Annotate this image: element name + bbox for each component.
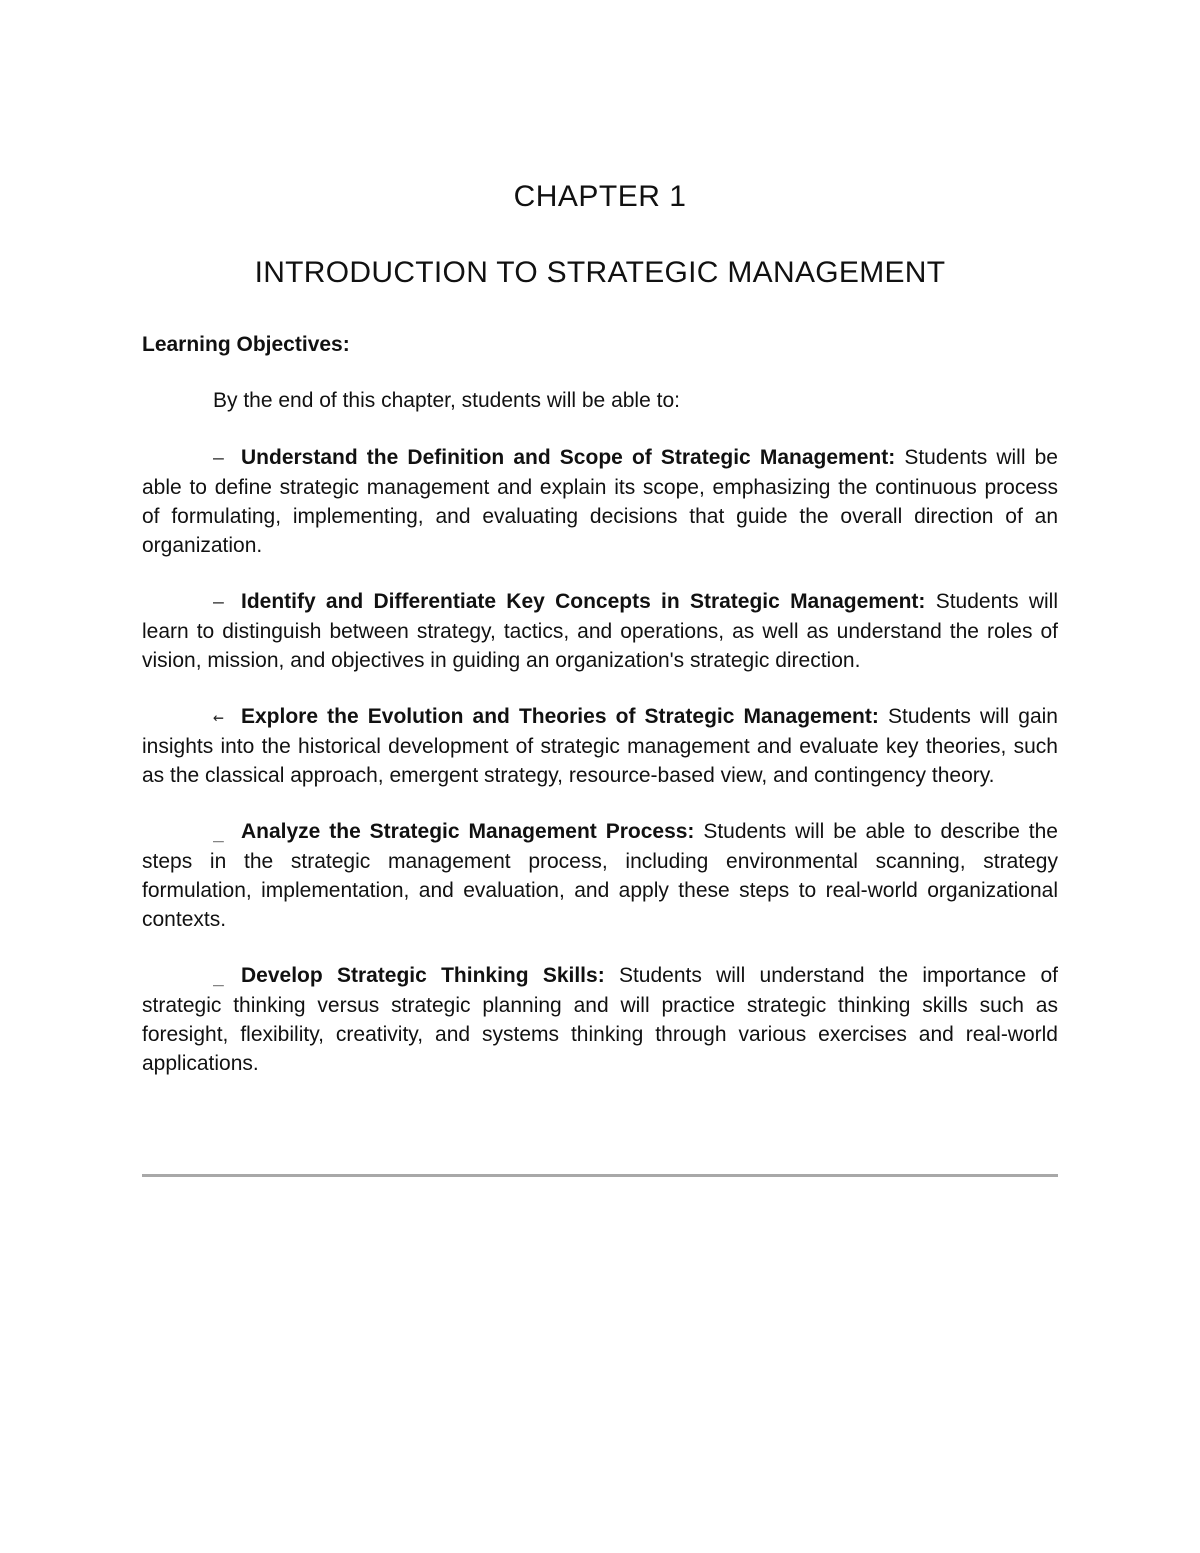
objective-title: Explore the Evolution and Theories of Strategic Management: bbox=[241, 705, 879, 728]
learning-objectives-heading: Learning Objectives: bbox=[142, 333, 350, 356]
chapter-title: INTRODUCTION TO STRATEGIC MANAGEMENT bbox=[254, 256, 946, 289]
objective-text: Students will be able to describe the steps in the strategic management process, including environmental scanning, strategy formulation, implementation, and evaluation, and apply these steps to real-world organizational contexts. bbox=[142, 820, 1058, 931]
objective-text: Students will be able to define strategic management and explain its scope, emphasizing the continuous process of formulating, implementing, and evaluating decisions that guide the overall direction of an organization. bbox=[142, 446, 1058, 557]
objective-item bbox=[142, 702, 1058, 790]
objective-title: Develop Strategic Thinking Skills: bbox=[241, 964, 605, 987]
bullet-icon: ← bbox=[213, 707, 224, 728]
bullet-icon: _ bbox=[213, 822, 224, 843]
objectives-intro: By the end of this chapter, students will be able to: bbox=[213, 389, 680, 412]
objective-text: Students will understand the importance of strategic thinking versus strategic planning and will practice strategic thinking skills such as foresight, flexibility, creativity, and systems thinking through various exercises and real-world applications. bbox=[142, 964, 1058, 1075]
bullet-icon: _ bbox=[213, 966, 224, 987]
objective-item bbox=[142, 961, 1058, 1078]
objective-item bbox=[142, 587, 1058, 675]
objective-item bbox=[142, 443, 1058, 560]
objective-title: Identify and Differentiate Key Concepts in Strategic Management: bbox=[241, 590, 926, 613]
objective-item bbox=[142, 817, 1058, 934]
objectives-list bbox=[142, 443, 1058, 1105]
objective-text: Students will gain insights into the historical development of strategic management and evaluate key theories, such as the classical approach, emergent strategy, resource-based view, and contingency theory. bbox=[142, 705, 1058, 787]
objective-text: Students will learn to distinguish between strategy, tactics, and operations, as well as understand the roles of vision, mission, and objectives in guiding an organization's strategic direction. bbox=[142, 590, 1059, 672]
objective-title: Understand the Definition and Scope of Strategic Management: bbox=[241, 446, 896, 469]
objective-title: Analyze the Strategic Management Process: bbox=[241, 820, 695, 843]
horizontal-rule bbox=[142, 1174, 1058, 1177]
bullet-icon: – bbox=[213, 592, 224, 613]
chapter-number: CHAPTER 1 bbox=[513, 180, 687, 213]
bullet-icon: – bbox=[213, 448, 224, 469]
